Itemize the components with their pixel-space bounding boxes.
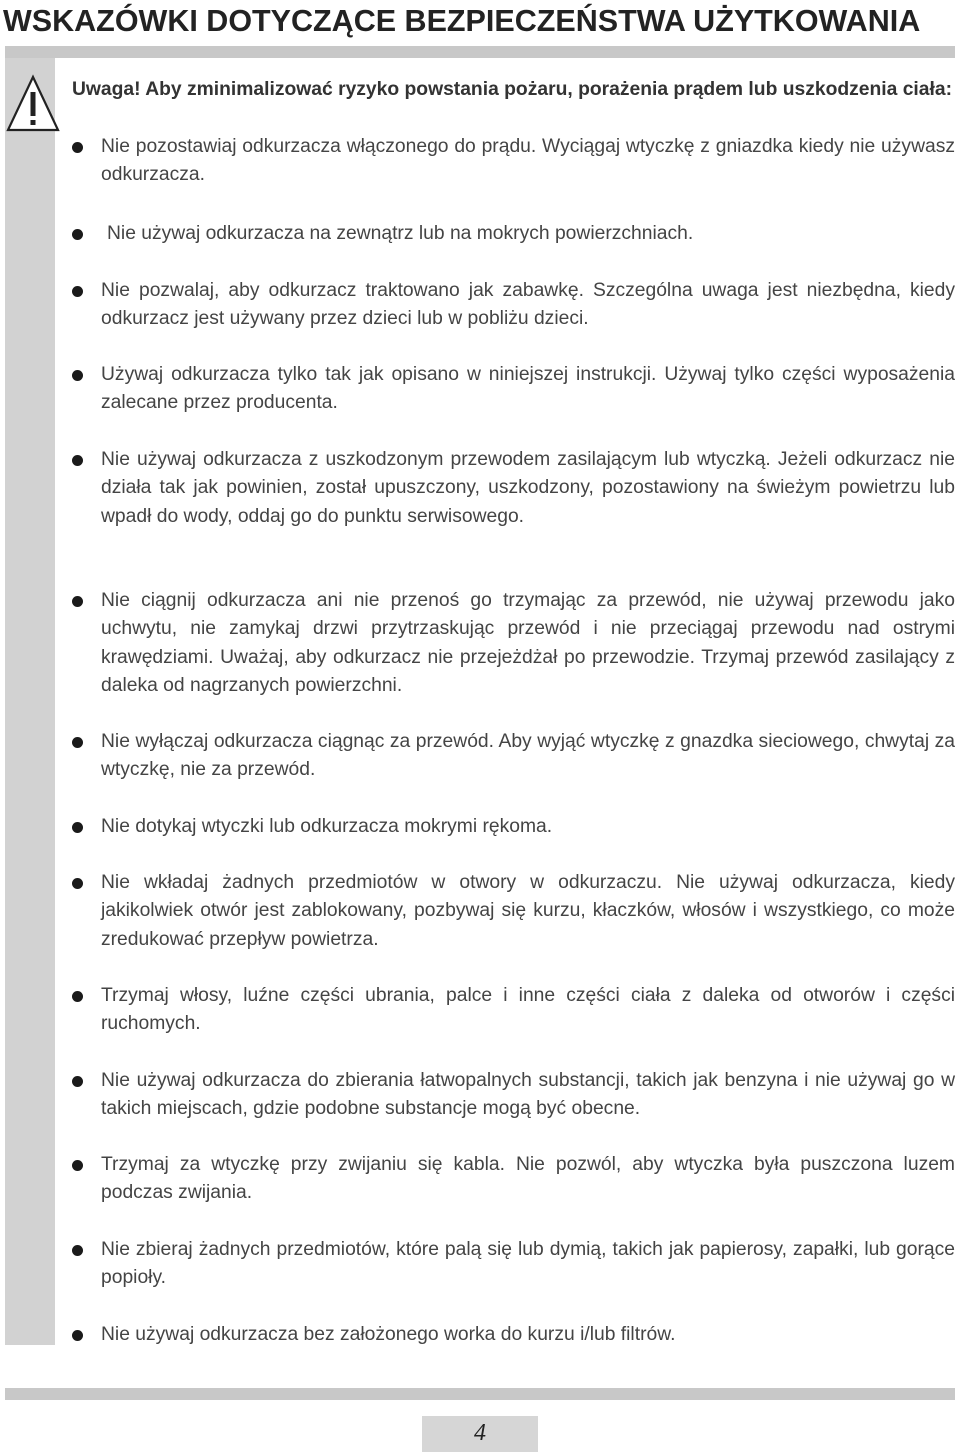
page-title: WSKAZÓWKI DOTYCZĄCE BEZPIECZEŃSTWA UŻYTKOWANIA (3, 4, 921, 38)
list-item-text: Trzymaj za wtyczkę przy zwijaniu się kabla. Nie pozwól, aby wtyczka była puszczona luzem podczas zwijania. (101, 1154, 955, 1204)
bullet-icon (72, 229, 83, 240)
side-margin-bar (5, 58, 55, 1345)
list-item (72, 1321, 955, 1349)
list-item-text: Nie używaj odkurzacza z uszkodzonym przewodem zasilającym lub wtyczką. Jeżeli odkurzacz nie działa tak jak powinien, został upuszczony, uszkodzony, pozostawiony na świeżym powietrzu lub wpadł do wody, oddaj go do punktu serwisowego. (101, 449, 955, 527)
page-number: 4 (474, 1420, 486, 1446)
bullet-icon (72, 1076, 83, 1087)
list-item (72, 277, 955, 334)
bullet-icon (72, 455, 83, 466)
footer-divider (5, 1388, 955, 1400)
list-item-text: Używaj odkurzacza tylko tak jak opisano w niniejszej instrukcji. Używaj tylko części wyposażenia zalecane przez producenta. (101, 364, 955, 414)
list-item-text: Nie ciągnij odkurzacza ani nie przenoś go trzymając za przewód, nie używaj przewodu jako uchwytu, nie zamykaj drzwi przytrzaskując przewód i nie przeciągaj przewodu nad ostrymi krawędziami. Uważaj, aby odkurzacz nie przejeżdżał po przewodzie. Trzymaj przewód zasilający z daleka od nagrzanych powierzchni. (101, 590, 955, 697)
page-number-box (422, 1416, 538, 1452)
list-item (72, 587, 955, 701)
list-item (72, 813, 955, 841)
list-item-text: Trzymaj włosy, luźne części ubrania, palce i inne części ciała z daleka od otworów i części ruchomych. (101, 985, 955, 1035)
header-divider (5, 46, 955, 58)
list-item (72, 361, 955, 418)
bullet-icon (72, 878, 83, 889)
list-item (72, 220, 955, 248)
list-item (72, 728, 955, 785)
bullet-icon (72, 596, 83, 607)
warning-triangle-icon (5, 74, 61, 134)
list-item (72, 869, 955, 954)
bullet-icon (72, 1245, 83, 1256)
list-item-text: Nie pozostawiaj odkurzacza włączonego do prądu. Wyciągaj wtyczkę z gniazdka kiedy nie używasz odkurzacza. (101, 136, 955, 186)
list-item (72, 446, 955, 531)
bullet-icon (72, 991, 83, 1002)
bullet-icon (72, 286, 83, 297)
list-item-text: Nie używaj odkurzacza do zbierania łatwopalnych substancji, takich jak benzyna i nie używaj go w takich miejscach, gdzie podobne substancje mogą być obecne. (101, 1070, 955, 1120)
list-item-text: Nie pozwalaj, aby odkurzacz traktowano jak zabawkę. Szczególna uwaga jest niezbędna, kiedy odkurzacz jest używany przez dzieci lub w pobliżu dzieci. (101, 280, 955, 330)
list-item-text: Nie zbieraj żadnych przedmiotów, które palą się lub dymią, takich jak papierosy, zapałki, lub gorące popioły. (101, 1239, 955, 1289)
bullet-icon (72, 142, 83, 153)
bullet-icon (72, 1330, 83, 1341)
list-item-text: Nie wyłączaj odkurzacza ciągnąc za przewód. Aby wyjąć wtyczkę z gnazdka sieciowego, chwytaj za wtyczkę, nie za przewód. (101, 731, 955, 781)
list-item (72, 982, 955, 1039)
bullet-icon (72, 737, 83, 748)
warning-heading: Uwaga! Aby zminimalizować ryzyko powstania pożaru, porażenia prądem lub uszkodzenia ciała: (72, 79, 953, 100)
list-item-text: Nie dotykaj wtyczki lub odkurzacza mokrymi rękoma. (101, 816, 553, 837)
list-item (72, 1067, 955, 1124)
list-item-text: Nie wkładaj żadnych przedmiotów w otwory w odkurzaczu. Nie używaj odkurzacza, kiedy jakikolwiek otwór jest zablokowany, pozbywaj się kurzu, kłaczków, włosów i wszystkiego, co może zredukować przepływ powietrza. (101, 872, 955, 950)
list-item-text: Nie używaj odkurzacza bez założonego worka do kurzu i/lub filtrów. (101, 1324, 676, 1345)
list-item (72, 1236, 955, 1293)
bullet-icon (72, 370, 83, 381)
list-item (72, 1151, 955, 1208)
list-item (72, 133, 955, 190)
bullet-icon (72, 822, 83, 833)
list-item-text: Nie używaj odkurzacza na zewnątrz lub na mokrych powierzchniach. (107, 223, 694, 244)
bullet-icon (72, 1160, 83, 1171)
